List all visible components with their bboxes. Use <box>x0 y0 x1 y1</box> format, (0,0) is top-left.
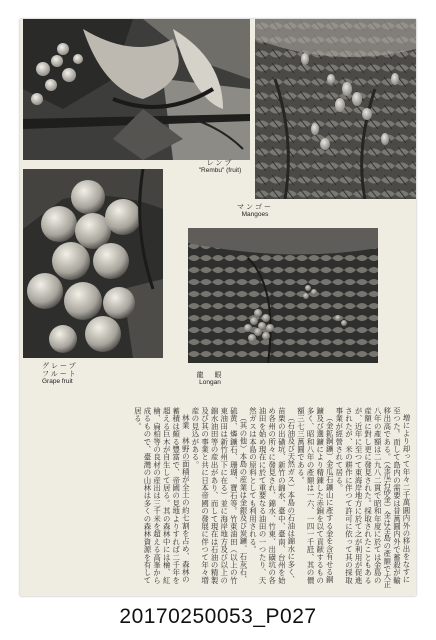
article-body <box>29 407 411 589</box>
mango-caption-en: Mangoes <box>241 211 269 219</box>
scanned-page <box>20 19 416 596</box>
rembu-caption-jp: レンブ <box>206 159 234 167</box>
grapefruit-caption <box>42 362 102 386</box>
grapefruit-caption-jp2: フルート <box>42 370 78 379</box>
longan-caption-en: Longan <box>199 379 221 387</box>
paragraph-others: （其の他）本島の産業は金銀及び炭鑛、石灰石、硫黄、燐鑛石、珊瑚、寶石等。竹東油田（以上の竹東油田は新竹州下に在る）並に海岸地方及び以上の錦水油田等の産出があり、而して現在は石油の精製及び其の事業と共に日本帝國の發展に伴つて年々増産の見込がある。 <box>190 407 248 585</box>
rembu-fruit-photo <box>23 19 250 160</box>
grapefruit-caption-jp1: グレープ <box>42 362 78 370</box>
paragraph-oil-gas: （石油及び天然ガス）本島の石油は錦水に多く、苗栗の出磺坑、新竹の錦水、臺中、臺南、台州を始め各州の所々に發見され、錦水、竹東、出磺坑の各油田を始め現在に於て重要なる油田の一つたり、天然ガスは本島の原料としても利用される。 <box>248 407 296 585</box>
rembu-caption-en: "Rembu" (fruit) <box>198 167 242 175</box>
paragraph-forestry: 林業 林野の面積が全土の約七割を占め、森林の蓄積は頗る豐富で、帝國の見地よりすれば二千年を超える巨木が自生して居る。其の森林中には檜、紅檜、扁柏等の良材の産出は三千米を超える高峯から成るもので、臺灣の山林は多くの森林資源を有して居る。 <box>133 407 191 585</box>
longan-photo <box>188 228 378 363</box>
mango-caption <box>225 203 285 219</box>
mango-tree-photo <box>255 19 416 199</box>
grapefruit-photo <box>23 169 163 358</box>
paragraph-copper: （金鉱銅鑛）金瓜石鑛山に產する金を含有せる銅鑛及び選鑛により精錬した赤銅を以て貢献するもの多く、昭和八年の產額は一六、一四一千瓩、其の價額三七三萬圓である。 <box>296 407 335 585</box>
rembu-caption <box>180 159 260 175</box>
mango-caption-jp: マンゴー <box>237 203 273 211</box>
longan-caption-jp: 龍 眼 <box>196 371 224 379</box>
paragraph-mining-gold: 増により却って年々二千萬圓内外の移出をなすに至つた。而して島内の需要は昔萬圓内外で蓄殺が輸移出高である。（金瓜石砂金）金は全島の產額で大正八年の產額は二九八二貫で昭和年度に於ては金島の産額に對し更に發見された。採取されたこともあるが、近年に至つて東海岸地方に於て之が利用が促進されたが、米の耕作に伴つて許可に依って其の採取事業が經營されて居る。 <box>334 407 411 589</box>
archive-id-label: 20170250053_P027 <box>119 605 317 628</box>
grapefruit-caption-en: Grape fruit <box>42 378 73 386</box>
longan-caption <box>180 371 240 387</box>
